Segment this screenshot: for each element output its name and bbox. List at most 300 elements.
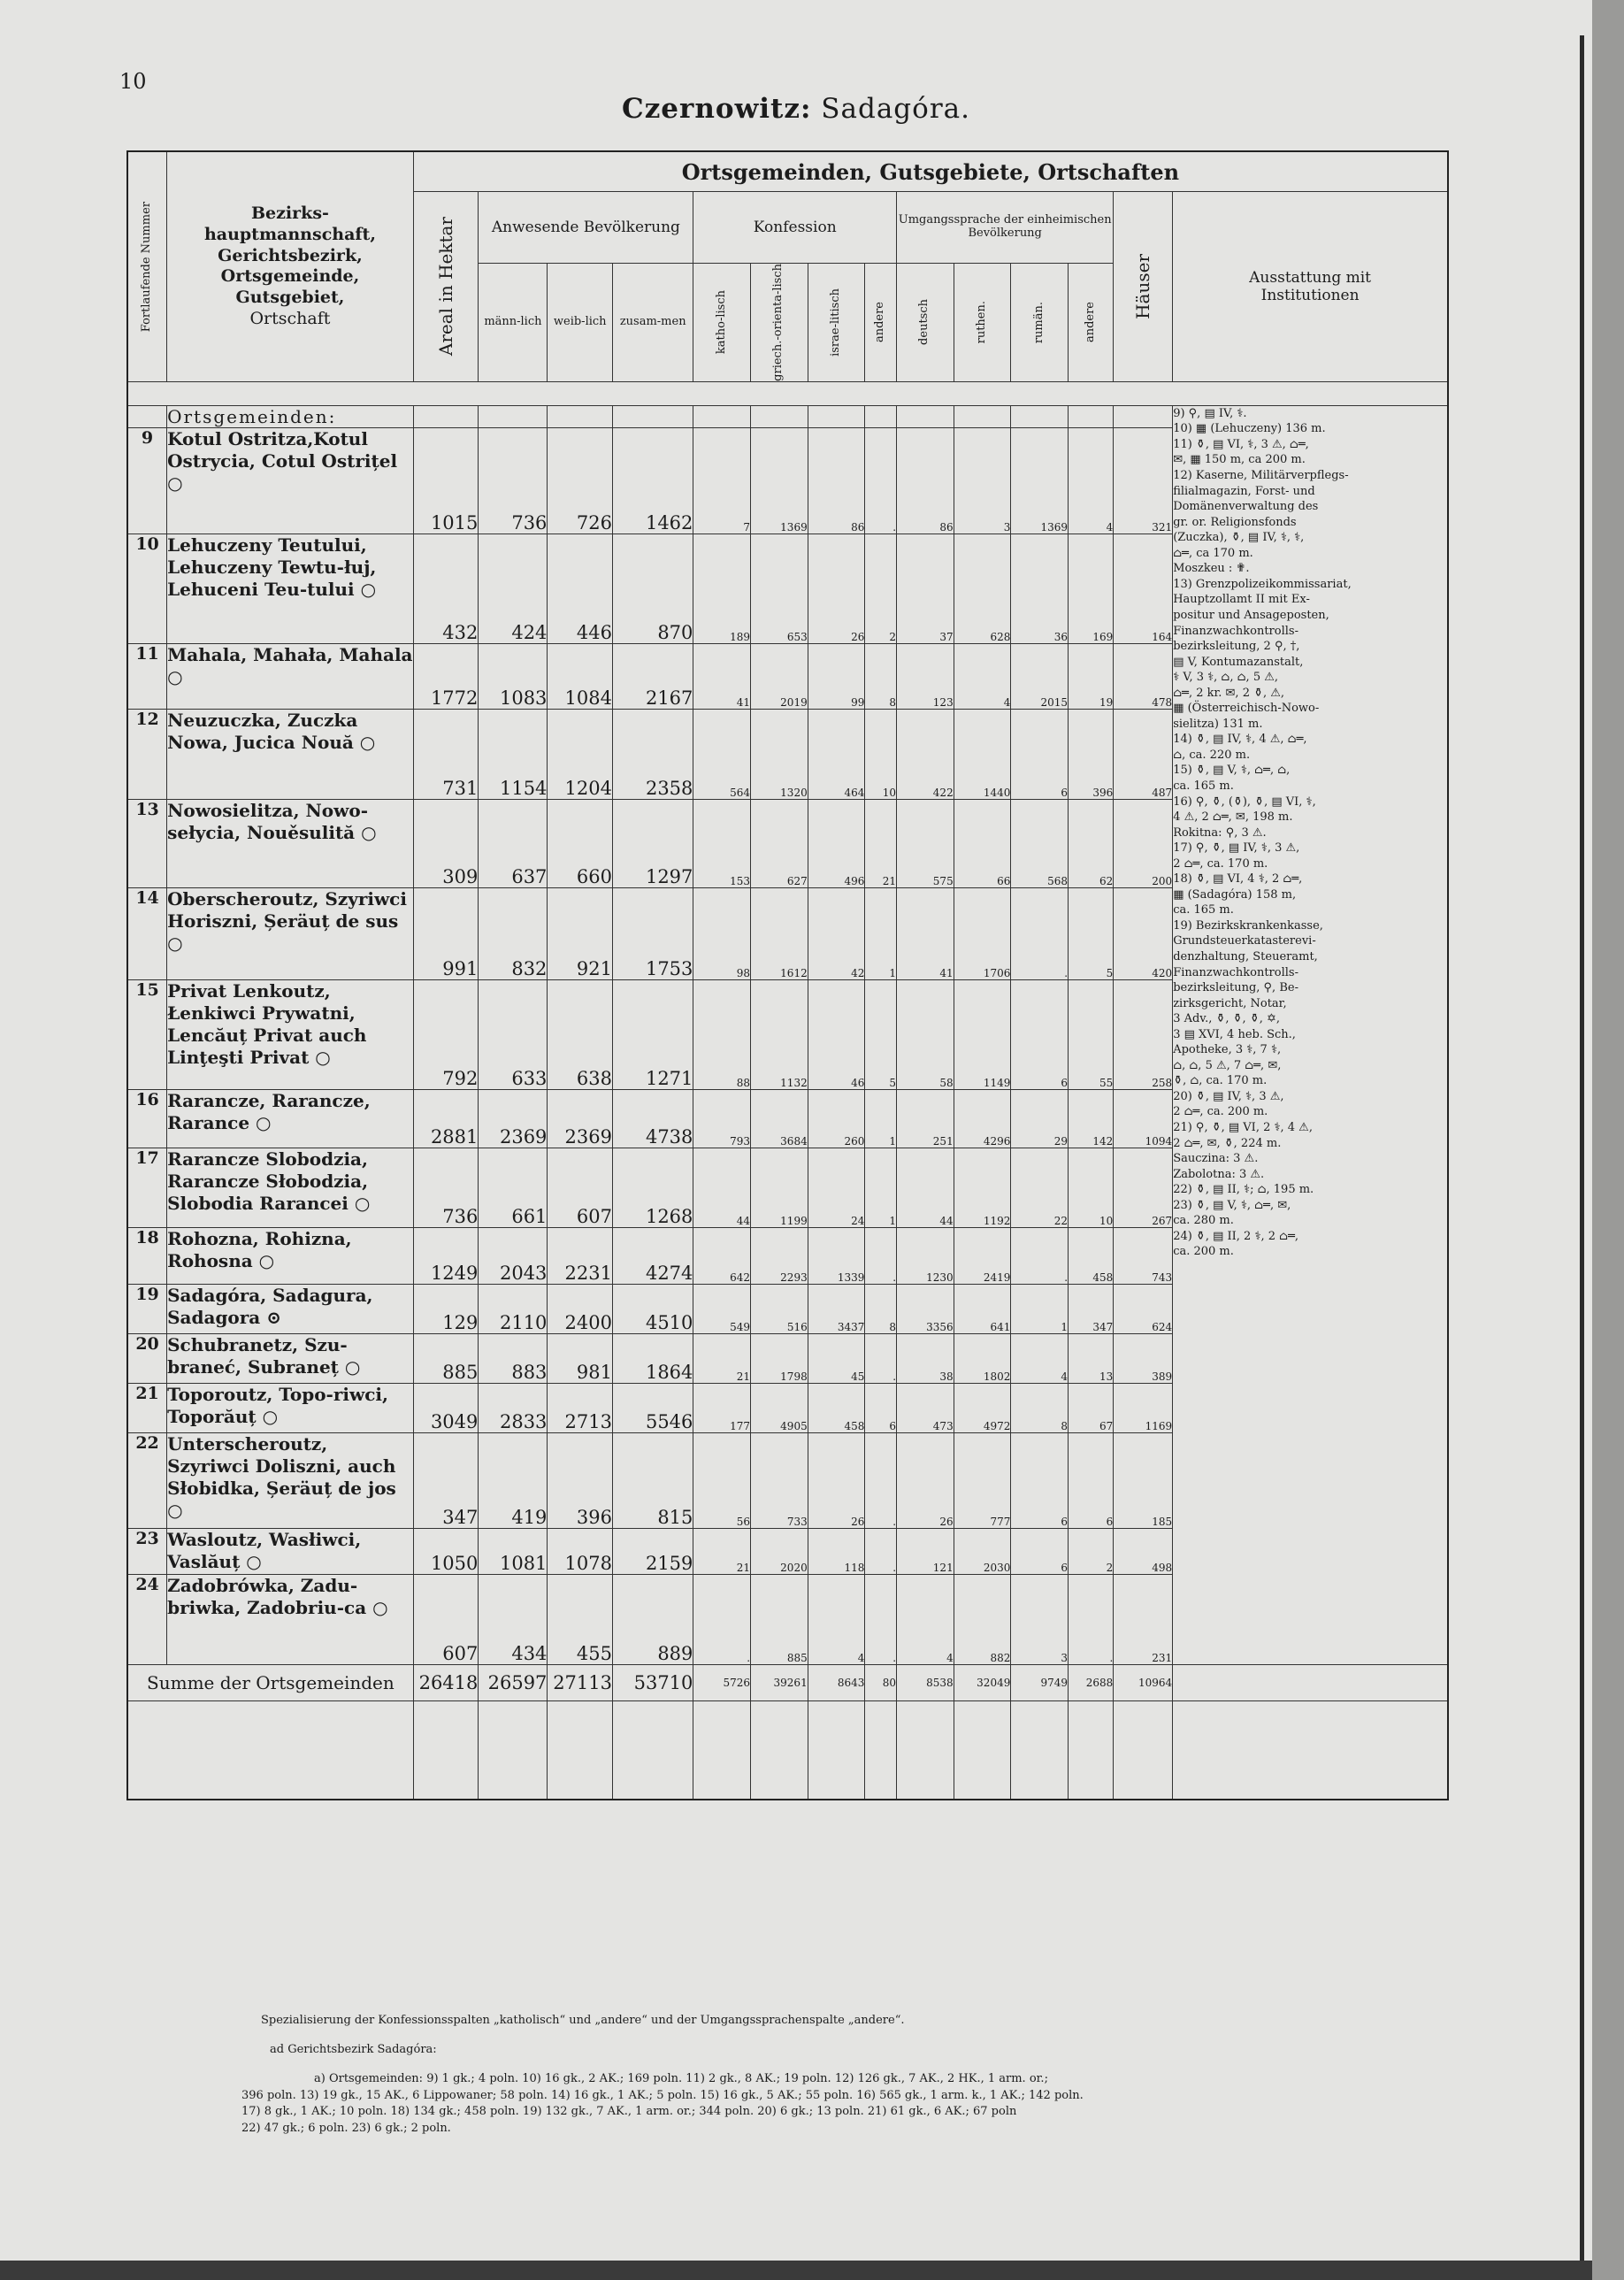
col-bezirk: Bezirks- hauptmannschaft, Gerichtsbezirk, Ortsgemeinde, Gutsgebiet, Ortschaft [167,151,414,381]
cell-rum: 1 [1011,1284,1069,1333]
title-district: Sadagóra. [821,93,970,125]
institution-line: bezirksleitung, ⚲, Be- [1173,981,1298,995]
cell-rum: 22 [1011,1148,1069,1227]
cell-kath: 7 [693,427,751,534]
row-number: 9 [127,427,167,534]
cell-isr: 496 [808,799,865,887]
cell-griech: 1798 [751,1333,808,1383]
sum-areal: 26418 [413,1664,479,1700]
cell-and: . [865,1432,897,1528]
row-name: Schubranetz, Szu-braneć, Subraneț ○ [167,1333,414,1383]
group-ortsgemeinden: Ortsgemeinden, Gutsgebiete, Ortschaften [413,151,1448,192]
sum-ru: 32049 [954,1664,1011,1700]
cell-ru: 641 [954,1284,1011,1333]
sum-row [127,1664,1448,1700]
row-number: 12 [127,709,167,799]
cell-isr: 99 [808,643,865,709]
cell-de: 121 [897,1528,954,1574]
cell-isr: 26 [808,534,865,643]
group-konfession: Konfession [693,192,897,264]
institution-line: ⌂, ⌂, 5 ⚠, 7 ⌂═, ✉, [1173,1058,1282,1072]
institution-line: ▦ (Österreichisch-Nowo- [1173,702,1320,716]
sum-m: 26597 [479,1664,548,1700]
cell-kath: 56 [693,1432,751,1528]
cell-and: 8 [865,1284,897,1333]
sum-and: 80 [865,1664,897,1700]
sum-z: 53710 [613,1664,693,1700]
cell-de: 4 [897,1574,954,1664]
cell-kath: 88 [693,979,751,1089]
institution-line: ⌂═, 2 kr. ✉, 2 ⚱, ⚠, [1173,686,1285,700]
cell-rum: 3 [1011,1574,1069,1664]
col-katholisch: katho-lisch [693,264,751,382]
institution-line: Finanzwachkontrolls- [1173,624,1298,638]
cell-ru: 66 [954,799,1011,887]
institution-line: 19) Bezirkskrankenkasse, [1173,918,1323,933]
institution-line: ✉, ▦ 150 m, ca 200 m. [1173,453,1306,467]
cell-m: 637 [479,799,548,887]
cell-areal: 129 [413,1284,479,1333]
cell-areal: 736 [413,1148,479,1227]
cell-de: 41 [897,887,954,979]
cell-h: 164 [1114,534,1173,643]
cell-h: 498 [1114,1528,1173,1574]
cell-ru: 1149 [954,979,1011,1089]
cell-isr: 3437 [808,1284,865,1333]
cell-h: 231 [1114,1574,1173,1664]
institution-line: filialmagazin, Forst- und [1173,484,1315,498]
cell-de: 422 [897,709,954,799]
cell-and2: 55 [1069,979,1114,1089]
cell-m: 1083 [479,643,548,709]
institution-line: 16) ⚲, ⚱, (⚱), ⚱, ▤ VI, ⚕, [1173,795,1316,809]
cell-m: 2369 [479,1089,548,1148]
cell-h: 487 [1114,709,1173,799]
institution-line: ▦ (Sadagóra) 158 m, [1173,887,1297,902]
statistics-table [126,150,1449,1800]
cell-kath: 177 [693,1383,751,1432]
institution-line: bezirksleitung, 2 ⚲, †, [1173,640,1300,654]
cell-m: 1154 [479,709,548,799]
institution-line: ca. 165 m. [1173,903,1234,917]
tail-row [127,1700,1448,1800]
cell-h: 200 [1114,799,1173,887]
row-number: 21 [127,1383,167,1432]
row-number: 11 [127,643,167,709]
col-zusammen: zusam-men [613,264,693,382]
cell-isr: 42 [808,887,865,979]
row-number: 24 [127,1574,167,1664]
cell-isr: 458 [808,1383,865,1432]
cell-de: 44 [897,1148,954,1227]
cell-and: . [865,427,897,534]
cell-areal: 432 [413,534,479,643]
cell-z: 889 [613,1574,693,1664]
row-name: Privat Lenkoutz, Łenkiwci Prywatni, Lencăuț Privat auch Linţeşti Privat ○ [167,979,414,1089]
footnotes [241,2013,1446,2138]
cell-rum: 36 [1011,534,1069,643]
cell-m: 2110 [479,1284,548,1333]
cell-and2: 6 [1069,1432,1114,1528]
cell-griech: 2019 [751,643,808,709]
cell-isr: 4 [808,1574,865,1664]
cell-and2: 19 [1069,643,1114,709]
institution-line: 2 ⌂═, ✉, ⚱, 224 m. [1173,1136,1282,1150]
cell-areal: 607 [413,1574,479,1664]
cell-rum: . [1011,1227,1069,1284]
cell-w: 396 [548,1432,613,1528]
cell-m: 2043 [479,1227,548,1284]
cell-ru: 777 [954,1432,1011,1528]
institution-line: 23) ⚱, ▤ V, ⚕, ⌂═, ✉, [1173,1198,1291,1212]
cell-griech: 885 [751,1574,808,1664]
institution-line: Rokitna: ⚲, 3 ⚠. [1173,825,1267,840]
row-name: Wasloutz, Wasłiwci, Vaslăuț ○ [167,1528,414,1574]
col-maennlich: männ-lich [479,264,548,382]
cell-rum: 8 [1011,1383,1069,1432]
cell-z: 1864 [613,1333,693,1383]
cell-w: 1078 [548,1528,613,1574]
cell-de: 37 [897,534,954,643]
sum-griech: 39261 [751,1664,808,1700]
institution-line: 10) ▦ (Lehuczeny) 136 m. [1173,422,1326,436]
institution-line: Hauptzollamt II mit Ex- [1173,593,1310,607]
institution-line: 17) ⚲, ⚱, ▤ IV, ⚕, 3 ⚠, [1173,841,1300,856]
col-andere2: andere [1069,264,1114,382]
cell-h: 389 [1114,1333,1173,1383]
cell-isr: 45 [808,1333,865,1383]
cell-griech: 627 [751,799,808,887]
cell-isr: 118 [808,1528,865,1574]
cell-z: 4738 [613,1089,693,1148]
cell-isr: 24 [808,1148,865,1227]
cell-kath: 642 [693,1227,751,1284]
sum-kath: 5726 [693,1664,751,1700]
cell-w: 981 [548,1333,613,1383]
institution-line: 24) ⚱, ▤ II, 2 ⚕, 2 ⌂═, [1173,1229,1299,1243]
cell-z: 2167 [613,643,693,709]
section-row [127,405,1448,427]
cell-griech: 1612 [751,887,808,979]
cell-w: 2369 [548,1089,613,1148]
cell-areal: 792 [413,979,479,1089]
cell-and: 8 [865,643,897,709]
cell-m: 736 [479,427,548,534]
cell-m: 2833 [479,1383,548,1432]
cell-rum: 4 [1011,1333,1069,1383]
institution-line: 3 Adv., ⚱, ⚱, ⚱, ✡, [1173,1012,1280,1026]
spacer-row [127,381,1448,405]
footnote-spec: Spezialisierung der Konfessionsspalten „katholisch“ und „andere“ und der Umgangssprachenspalte „andere“. [261,2014,905,2027]
institution-line: (Zuczka), ⚱, ▤ IV, ⚕, ⚕, [1173,531,1305,545]
cell-isr: 1339 [808,1227,865,1284]
institution-line: ca. 200 m. [1173,1245,1234,1259]
page-edge [1592,0,1624,2280]
institution-line: 13) Grenzpolizeikommissariat, [1173,577,1352,591]
cell-de: 3356 [897,1284,954,1333]
institution-line: positur und Ansageposten, [1173,608,1329,622]
cell-areal: 3049 [413,1383,479,1432]
institution-line: ⚱, ⌂, ca. 170 m. [1173,1074,1268,1088]
cell-de: 575 [897,799,954,887]
cell-and: 1 [865,887,897,979]
cell-z: 1268 [613,1148,693,1227]
cell-de: 58 [897,979,954,1089]
institution-line: Grundsteuerkatasterevi- [1173,934,1316,948]
cell-griech: 1199 [751,1148,808,1227]
cell-m: 1081 [479,1528,548,1574]
cell-and2: 13 [1069,1333,1114,1383]
cell-isr: 464 [808,709,865,799]
cell-and: . [865,1333,897,1383]
cell-ru: 1192 [954,1148,1011,1227]
cell-de: 38 [897,1333,954,1383]
cell-areal: 1050 [413,1528,479,1574]
cell-griech: 1320 [751,709,808,799]
cell-kath: 98 [693,887,751,979]
cell-rum: 2015 [1011,643,1069,709]
cell-griech: 4905 [751,1383,808,1432]
cell-and: 5 [865,979,897,1089]
cell-griech: 2020 [751,1528,808,1574]
institution-line: ⚕ V, 3 ⚕, ⌂, ⌂, 5 ⚠, [1173,671,1279,685]
row-number: 14 [127,887,167,979]
institution-line: 14) ⚱, ▤ IV, ⚕, 4 ⚠, ⌂═, [1173,733,1307,747]
cell-rum: 6 [1011,709,1069,799]
institution-line: 9) ⚲, ▤ IV, ⚕. [1173,406,1247,420]
binding-line [1580,35,1584,2274]
cell-kath: . [693,1574,751,1664]
cell-and2: 4 [1069,427,1114,534]
cell-h: 624 [1114,1284,1173,1333]
col-deutsch: deutsch [897,264,954,382]
institution-line: 20) ⚱, ▤ IV, ⚕, 3 ⚠, [1173,1089,1284,1103]
cell-z: 1271 [613,979,693,1089]
institution-line: ⌂═, ca 170 m. [1173,546,1253,560]
institution-line: 2 ⌂═, ca. 200 m. [1173,1105,1268,1119]
row-name: Toporoutz, Topo-riwci, Toporăuț ○ [167,1383,414,1432]
cell-w: 638 [548,979,613,1089]
row-name: Mahala, Mahała, Mahala ○ [167,643,414,709]
row-number: 15 [127,979,167,1089]
cell-isr: 46 [808,979,865,1089]
cell-and: 1 [865,1089,897,1148]
cell-kath: 189 [693,534,751,643]
col-fortlaufende: Fortlaufende Nummer [127,151,167,381]
cell-w: 726 [548,427,613,534]
sum-isr: 8643 [808,1664,865,1700]
section-label: Ortsgemeinden: [167,405,414,427]
cell-ru: 882 [954,1574,1011,1664]
cell-ru: 4972 [954,1383,1011,1432]
cell-griech: 1369 [751,427,808,534]
cell-ru: 628 [954,534,1011,643]
cell-de: 86 [897,427,954,534]
cell-and2: 458 [1069,1227,1114,1284]
cell-de: 123 [897,643,954,709]
cell-rum: 6 [1011,1432,1069,1528]
cell-ru: 3 [954,427,1011,534]
institution-line: 4 ⚠, 2 ⌂═, ✉, 198 m. [1173,810,1293,825]
cell-h: 478 [1114,643,1173,709]
row-name: Sadagóra, Sadagura, Sadagora ⊙ [167,1284,414,1333]
col-griech: griech.-orienta-lisch [751,264,808,382]
cell-and2: 62 [1069,799,1114,887]
cell-and2: . [1069,1574,1114,1664]
institution-line: 12) Kaserne, Militärverpflegs- [1173,469,1349,483]
col-ausstattung: Ausstattung mit Institutionen [1173,192,1448,382]
institution-line: ca. 280 m. [1173,1214,1234,1228]
group-umgangssprache: Umgangssprache der einheimischen Bevölkerung [897,192,1114,264]
cell-h: 185 [1114,1432,1173,1528]
cell-h: 267 [1114,1148,1173,1227]
row-number: 16 [127,1089,167,1148]
footnote-line: 17) 8 gk., 1 AK.; 10 poln. 18) 134 gk.; 458 poln. 19) 132 gk., 7 AK., 1 arm. or.; 344 poln. 20) 6 gk.; 13 poln. 21) 61 gk., 6 AK.; 67 poln [241,2105,1017,2119]
cell-de: 1230 [897,1227,954,1284]
institution-line: ⌂, ca. 220 m. [1173,748,1251,762]
row-number: 18 [127,1227,167,1284]
cell-kath: 564 [693,709,751,799]
row-name: Rohozna, Rohizna, Rohosna ○ [167,1227,414,1284]
cell-ru: 4 [954,643,1011,709]
cell-areal: 1015 [413,427,479,534]
cell-w: 1204 [548,709,613,799]
cell-areal: 2881 [413,1089,479,1148]
institution-line: ▤ V, Kontumazanstalt, [1173,655,1304,669]
cell-areal: 731 [413,709,479,799]
cell-z: 4510 [613,1284,693,1333]
cell-and: . [865,1574,897,1664]
cell-m: 883 [479,1333,548,1383]
cell-and2: 5 [1069,887,1114,979]
cell-ru: 2030 [954,1528,1011,1574]
row-number: 22 [127,1432,167,1528]
cell-kath: 21 [693,1528,751,1574]
sum-w: 27113 [548,1664,613,1700]
cell-ru: 2419 [954,1227,1011,1284]
cell-and: 2 [865,534,897,643]
cell-z: 815 [613,1432,693,1528]
cell-ru: 1802 [954,1333,1011,1383]
col-israel: israe-litisch [808,264,865,382]
cell-rum: 568 [1011,799,1069,887]
cell-de: 473 [897,1383,954,1432]
cell-kath: 21 [693,1333,751,1383]
institution-line: Domänenverwaltung des [1173,500,1319,514]
institution-line: Finanzwachkontrolls- [1173,965,1298,979]
cell-ru: 4296 [954,1089,1011,1148]
institution-line: 15) ⚱, ▤ V, ⚕, ⌂═, ⌂, [1173,764,1291,778]
cell-rum: 6 [1011,979,1069,1089]
institution-line: Sauczina: 3 ⚠. [1173,1152,1259,1166]
row-name: Unterscheroutz, Szyriwci Doliszni, auch Słobidka, Șeräuț de jos ○ [167,1432,414,1528]
row-name: Kotul Ostritza,Kotul Ostrycia, Cotul Ostrițel ○ [167,427,414,534]
cell-w: 2231 [548,1227,613,1284]
footnote-line: 396 poln. 13) 19 gk., 15 AK., 6 Lippowaner; 58 poln. 14) 16 gk., 1 AK.; 5 poln. 15) 16 gk., 5 AK.; 55 poln. 16) 565 gk., 1 arm. k., 1 AK.; 142 poln. [241,2088,1084,2102]
cell-h: 1094 [1114,1089,1173,1148]
row-name: Oberscheroutz, Szyriwci Horiszni, Șeräuț de sus ○ [167,887,414,979]
col-weiblich: weib-lich [548,264,613,382]
cell-w: 2400 [548,1284,613,1333]
cell-rum: 29 [1011,1089,1069,1148]
cell-z: 1297 [613,799,693,887]
cell-w: 921 [548,887,613,979]
row-name: Zadobrówka, Zadu-briwka, Zadobriu-ca ○ [167,1574,414,1664]
cell-w: 446 [548,534,613,643]
col-andere: andere [865,264,897,382]
row-name: Rarancze Slobodzia, Rarancze Słobodzia, Slobodia Rarancei ○ [167,1148,414,1227]
cell-rum: . [1011,887,1069,979]
cell-m: 419 [479,1432,548,1528]
institution-line: Apotheke, 3 ⚕, 7 ⚕, [1173,1043,1282,1057]
cell-w: 660 [548,799,613,887]
sum-and2: 2688 [1069,1664,1114,1700]
cell-h: 420 [1114,887,1173,979]
cell-z: 5546 [613,1383,693,1432]
cell-griech: 733 [751,1432,808,1528]
row-name: Lehuczeny Teutului, Lehuczeny Tewtu-łuj, Lehuceni Teu-tului ○ [167,534,414,643]
cell-and2: 347 [1069,1284,1114,1333]
cell-and: 10 [865,709,897,799]
cell-m: 661 [479,1148,548,1227]
institution-line: 3 ▤ XVI, 4 heb. Sch., [1173,1027,1296,1041]
institution-line: denzhaltung, Steueramt, [1173,949,1318,963]
cell-and2: 67 [1069,1383,1114,1432]
col-rumaen: rumän. [1011,264,1069,382]
institution-line: 21) ⚲, ⚱, ▤ VI, 2 ⚕, 4 ⚠, [1173,1121,1313,1134]
institution-line: zirksgericht, Notar, [1173,996,1287,1010]
cell-and2: 142 [1069,1089,1114,1148]
col-haeuser: Häuser [1114,192,1173,382]
institution-line: ca. 165 m. [1173,779,1234,793]
cell-areal: 991 [413,887,479,979]
cell-isr: 260 [808,1089,865,1148]
cell-w: 455 [548,1574,613,1664]
sum-h: 10964 [1114,1664,1173,1700]
footnote-district: ad Gerichtsbezirk Sadagóra: [270,2042,437,2056]
col-areal: Areal in Hektar [413,192,479,382]
cell-m: 424 [479,534,548,643]
cell-and2: 396 [1069,709,1114,799]
sum-rum: 9749 [1011,1664,1069,1700]
cell-isr: 26 [808,1432,865,1528]
row-number: 20 [127,1333,167,1383]
cell-de: 26 [897,1432,954,1528]
row-number: 17 [127,1148,167,1227]
cell-and: 6 [865,1383,897,1432]
cell-griech: 653 [751,534,808,643]
cell-griech: 1132 [751,979,808,1089]
cell-areal: 1772 [413,643,479,709]
row-number: 13 [127,799,167,887]
cell-w: 607 [548,1148,613,1227]
cell-h: 258 [1114,979,1173,1089]
cell-w: 1084 [548,643,613,709]
cell-h: 321 [1114,427,1173,534]
row-name: Raranczе, Raranczе, Rarancе ○ [167,1089,414,1148]
cell-z: 2159 [613,1528,693,1574]
cell-kath: 41 [693,643,751,709]
cell-griech: 516 [751,1284,808,1333]
cell-m: 633 [479,979,548,1089]
title-city: Czernowitz: [622,93,812,125]
sum-label: Summe der Ortsgemeinden [127,1664,413,1700]
cell-w: 2713 [548,1383,613,1432]
col-ruthen: ruthen. [954,264,1011,382]
institution-line: sielitza) 131 m. [1173,717,1263,731]
cell-and2: 2 [1069,1528,1114,1574]
institution-line: 2 ⌂═, ca. 170 m. [1173,856,1268,871]
